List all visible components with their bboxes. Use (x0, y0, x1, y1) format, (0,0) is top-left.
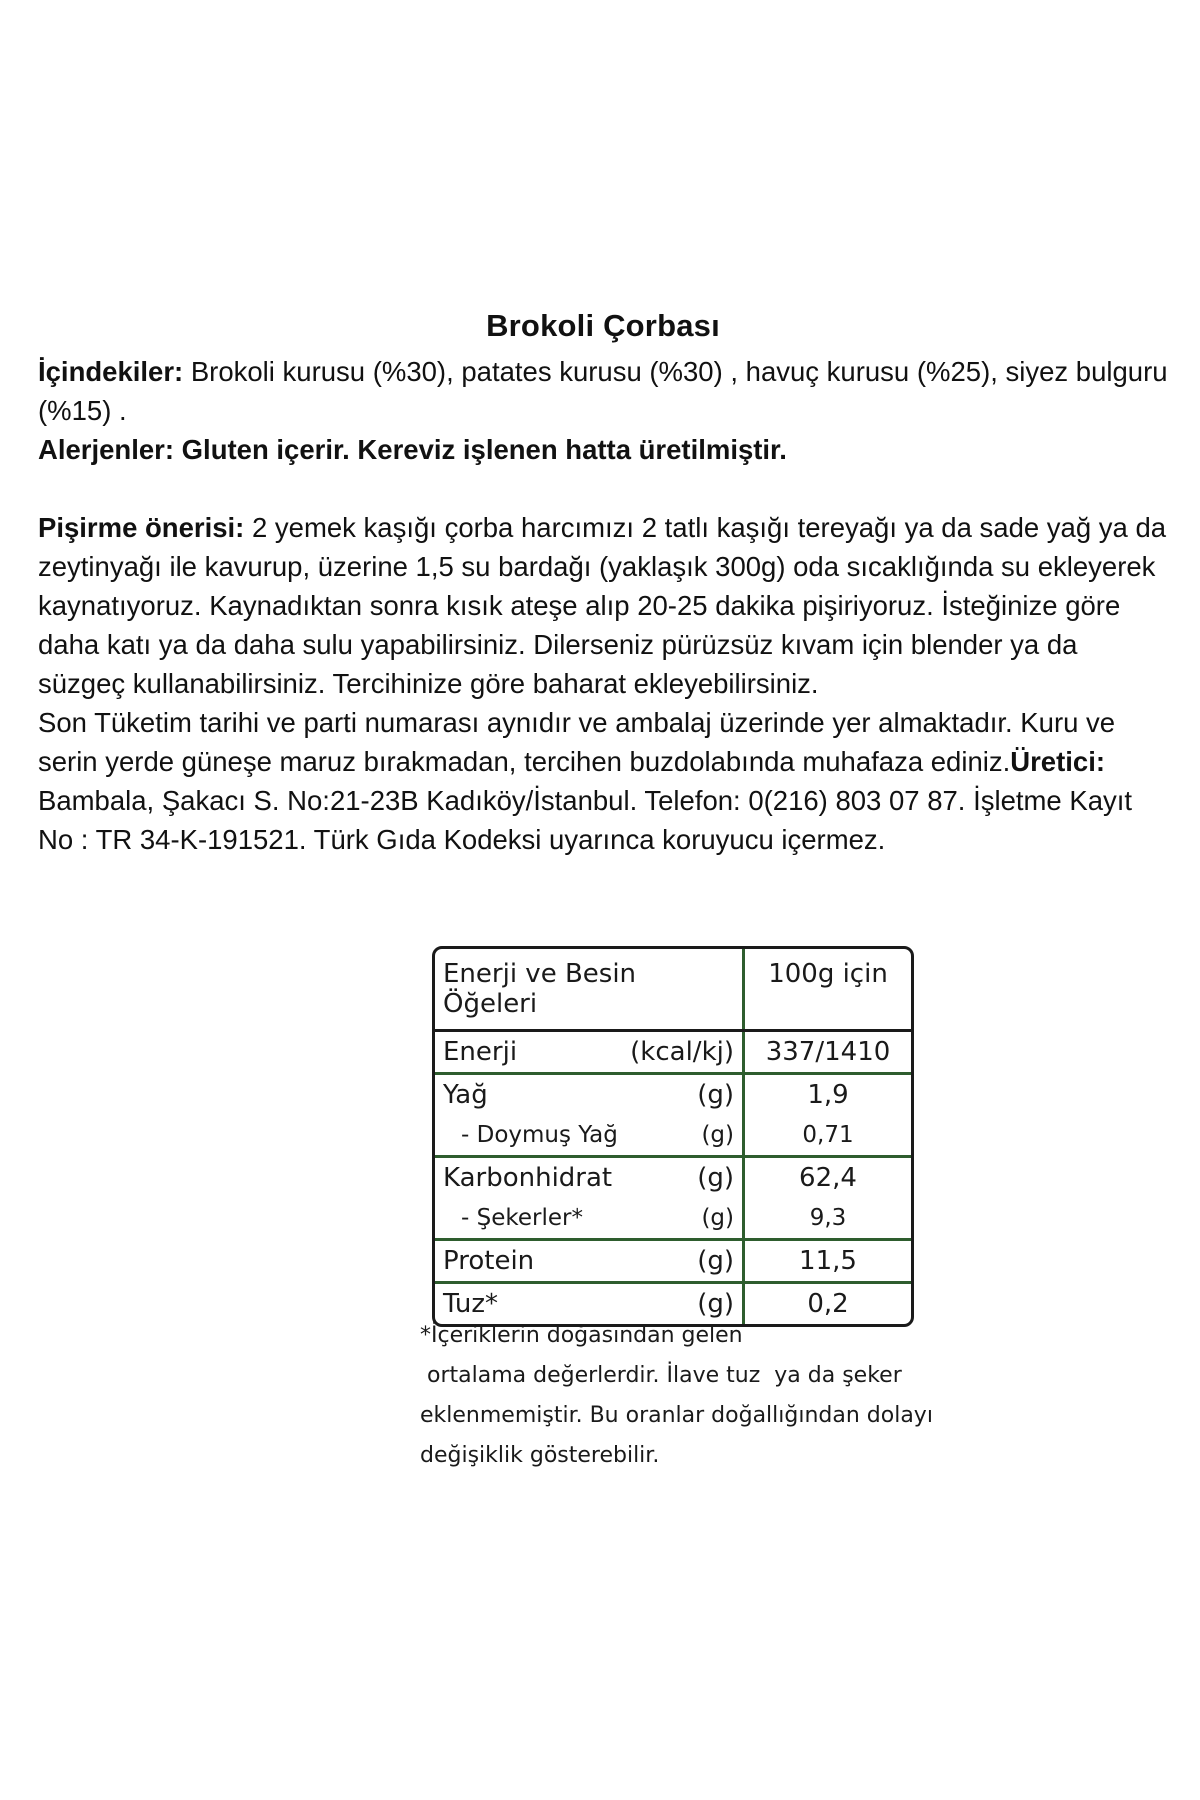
cooking-text: 2 yemek kaşığı çorba harcımızı 2 tatlı kaşığı tereyağı ya da sade yağ ya da zeytinyağı ile kavurup, üzerine 1,5 su bardağı (yaklaşık 300g) oda sıcaklığında su ekleyerek kaynatıyoruz. Kaynadıktan sonra kısık ateşe alıp 20-25 dakika pişiriyoruz. İsteğinize göre daha katı ya da daha sulu yapabilirsiniz. Dilerseniz pürüzsüz kıvam için blender ya da süzgeç kullanabilirsiniz. Tercihinize göre baharat ekleyebilirsiniz. (38, 512, 1167, 699)
footnote-line-3: eklenmemiştir. Bu oranlar doğallığından dolayı (420, 1403, 933, 1428)
product-label (38, 308, 1168, 859)
nutrition-table (432, 946, 914, 1327)
fat-unit: (g) (697, 1080, 734, 1110)
footnote-line-2: ortalama değerlerdir. İlave tuz ya da şeker (420, 1363, 902, 1388)
sugars-unit: (g) (701, 1205, 734, 1231)
fat-value: 1,9 (807, 1080, 849, 1110)
protein-value: 11,5 (799, 1246, 857, 1276)
saturated-fat-value: 0,71 (802, 1122, 854, 1148)
nutrition-header-name: Enerji ve Besin Öğeleri (435, 949, 745, 1029)
nutrition-row-energy (435, 1032, 911, 1075)
product-title: Brokoli Çorbası (486, 308, 720, 343)
ingredients-label: İçindekiler: (38, 356, 184, 387)
nutrition-header-value: 100g için (768, 959, 888, 989)
allergens-paragraph (38, 430, 1168, 469)
energy-name: Enerji (443, 1037, 518, 1067)
producer-text: Bambala, Şakacı S. No:21-23B Kadıköy/İstanbul. Telefon: 0(216) 803 07 87. İşletme Kayıt No : TR 34-K-191521. Türk Gıda Kodeksi uyarınca koruyucu içermez. (38, 785, 1133, 855)
storage-text: Son Tüketim tarihi ve parti numarası aynıdır ve ambalaj üzerinde yer almaktadır. Kuru ve serin yerde güneşe maruz bırakmadan, tercihen buzdolabında muhafaza ediniz. (38, 707, 1116, 777)
carbs-value: 62,4 (799, 1163, 857, 1193)
producer-label: Üretici: (1010, 746, 1105, 777)
energy-unit: (kcal/kj) (630, 1037, 734, 1067)
protein-name: Protein (443, 1246, 535, 1276)
ingredients-paragraph (38, 352, 1168, 430)
nutrition-row-carbs (435, 1158, 911, 1241)
footnote-line-4: değişiklik gösterebilir. (420, 1443, 660, 1468)
ingredients-text: Brokoli kurusu (%30), patates kurusu (%30) , havuç kurusu (%25), siyez bulguru (%15) . (38, 356, 1168, 426)
carbs-name: Karbonhidrat (443, 1163, 613, 1193)
allergens-text: Alerjenler: Gluten içerir. Kereviz işlenen hatta üretilmiştir. (38, 434, 787, 465)
storage-paragraph (38, 703, 1168, 859)
nutrition-row-protein (435, 1241, 911, 1284)
energy-value: 337/1410 (765, 1037, 891, 1067)
saturated-fat-name: - Doymuş Yağ (461, 1122, 618, 1148)
nutrition-header-row (435, 949, 911, 1032)
carbs-unit: (g) (697, 1163, 734, 1193)
paragraph-gap (38, 469, 1168, 508)
salt-value: 0,2 (807, 1289, 849, 1319)
salt-name: Tuz* (443, 1289, 499, 1319)
sugars-value: 9,3 (809, 1205, 847, 1231)
cooking-label: Pişirme önerisi: (38, 512, 245, 543)
footnote-line-1: *İçeriklerin doğasından gelen (420, 1323, 743, 1348)
nutrition-footnote (420, 1316, 980, 1476)
nutrition-row-fat (435, 1075, 911, 1158)
protein-unit: (g) (697, 1246, 734, 1276)
cooking-paragraph (38, 508, 1168, 703)
saturated-fat-unit: (g) (701, 1122, 734, 1148)
sugars-name: - Şekerler* (461, 1205, 583, 1231)
fat-name: Yağ (443, 1080, 488, 1110)
salt-unit: (g) (697, 1289, 734, 1319)
